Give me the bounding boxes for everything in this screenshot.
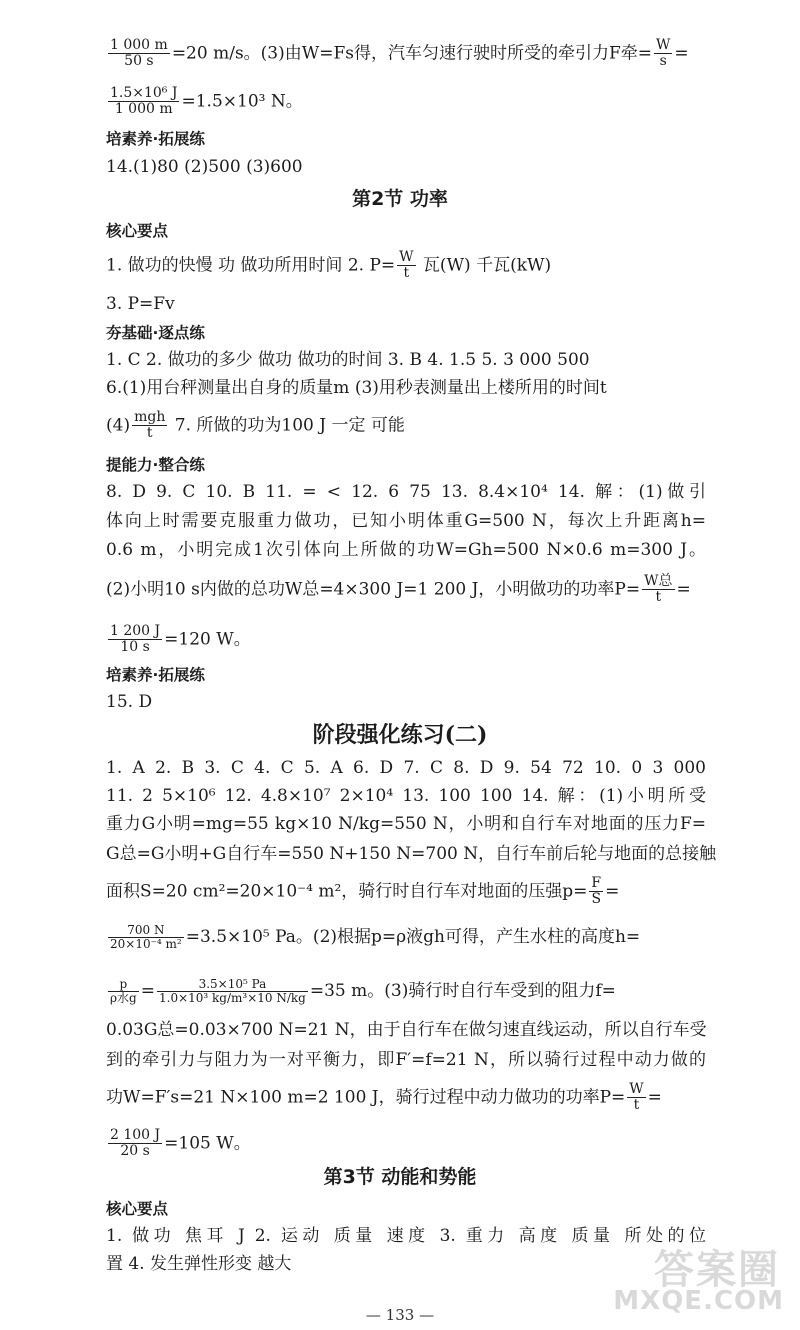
answer-line: 15. D	[106, 692, 153, 712]
section-heading: 夯基础·逐点练	[106, 324, 205, 342]
answer-line: 1. C 2. 做功的多少 做功 做功的时间 3. B 4. 1.5 5. 3 000 500	[106, 350, 590, 370]
stage-title: 阶段强化练习(二)	[312, 722, 488, 748]
answer-line: (2)小明10 s内做的总功W总=4×300 J=1 200 J，小明做功的功率P= $\frac{\text{W总}}{t}$ =	[106, 573, 691, 606]
section-heading: 培素养·拓展练	[106, 666, 205, 684]
section-heading: 核心要点	[106, 1200, 169, 1218]
answer-line: $\frac{700 N}{\text{20×10⁻⁴ m²}}$ =3.5×10⁵ Pa。(2)根据p=ρ液gh可得，产生水柱的高度h=	[110, 923, 641, 952]
answer-line: 面积S=20 cm²=20×10⁻⁴ m²，骑行时自行车对地面的压强p= $\frac{F}{S}$ =	[106, 875, 620, 908]
answer-line: $\frac{1 200 J}{10 s}$ =120 W。	[110, 623, 251, 656]
section-heading: 提能力·整合练	[106, 456, 205, 474]
answer-line: 1. 做功 焦耳 J 2. 运动 质量 速度 3. 重力 高度 质量 所处的位	[106, 1226, 706, 1246]
page-number: — 133 —	[365, 1306, 435, 1324]
answer-line: 0.03G总=0.03×700 N=21 N，由于自行车在做匀速直线运动，所以自行车受	[106, 1020, 707, 1040]
answer-line: 6.(1)用台秤测量出自身的质量m (3)用秒表测量出上楼所用的时间t	[106, 378, 607, 398]
watermark-url: MXQE.COM	[613, 1286, 784, 1316]
answer-line: $\frac{p}{\text{ρ水g}}$ = $\frac{\text{3.5×10⁵ Pa}}{\text{1.0×10³ kg/m³×10 N/kg}}$ =35 m。(3)骑行时自行车受到的阻力f=	[110, 977, 616, 1006]
answer-line: 到的牵引力与阻力为一对平衡力，即F′=f=21 N，所以骑行过程中动力做的	[106, 1050, 706, 1070]
section-title: 第2节 功率	[352, 188, 448, 210]
answer-line: 14.(1)80 (2)500 (3)600	[106, 157, 303, 177]
answer-line: 11. 2 5×10⁶ 12. 4.8×10⁷ 2×10⁴ 13. 100 100 14. 解：(1)小明所受	[106, 786, 706, 806]
section-heading: 培素养·拓展练	[106, 130, 205, 148]
answer-line: 置 4. 发生弹性形变 越大	[106, 1254, 292, 1274]
watermark-logo	[600, 1234, 790, 1324]
answer-line: 体向上时需要克服重力做功，已知小明体重G=500 N，每次上升距离h=	[106, 511, 706, 531]
section-title: 第3节 动能和势能	[323, 1166, 477, 1188]
answer-line: 功W=F′s=21 N×100 m=2 100 J，骑行过程中动力做功的功率P= $\frac{W}{t}$ =	[106, 1081, 662, 1114]
answer-line: 1. 做功的快慢 功 做功所用时间 2. P= $\frac{W}{t}$ 瓦(W) 千瓦(kW)	[106, 249, 552, 282]
answer-line: 3. P=Fv	[106, 294, 175, 314]
answer-line: $\frac{1 000 m}{50 s}$ =20 m/s。(3)由W=Fs得，汽车匀速行驶时所受的牵引力F牵= $\frac{W}{s}$ =	[110, 37, 689, 70]
section-heading: 核心要点	[106, 222, 169, 240]
answer-line: 1. A 2. B 3. C 4. C 5. A 6. D 7. C 8. D 9. 54 72 10. 0 3 000	[106, 758, 706, 778]
answer-line: G总=G小明+G自行车=550 N+150 N=700 N，自行车前后轮与地面的总接触	[106, 844, 717, 864]
watermark-text: 答案圈	[654, 1247, 780, 1293]
answer-line: $\frac{2 100 J}{20 s}$ =105 W。	[110, 1127, 251, 1160]
answer-line: 8. D 9. C 10. B 11. = < 12. 6 75 13. 8.4×10⁴ 14. 解：(1)做引	[106, 482, 706, 502]
answer-line: 重力G小明=mg=55 kg×10 N/kg=550 N，小明和自行车对地面的压力F=	[106, 814, 706, 834]
answer-line: 0.6 m，小明完成1次引体向上所做的功W=Gh=500 N×0.6 m=300 J。	[106, 540, 706, 560]
answer-line: $\frac{\text{1.5×10⁶ J}}{1 000 m}$ =1.5×10³ N。	[110, 85, 303, 118]
answer-line: (4) $\frac{\text{mgh}}{t}$ 7. 所做的功为100 J 一定 可能	[106, 409, 405, 442]
